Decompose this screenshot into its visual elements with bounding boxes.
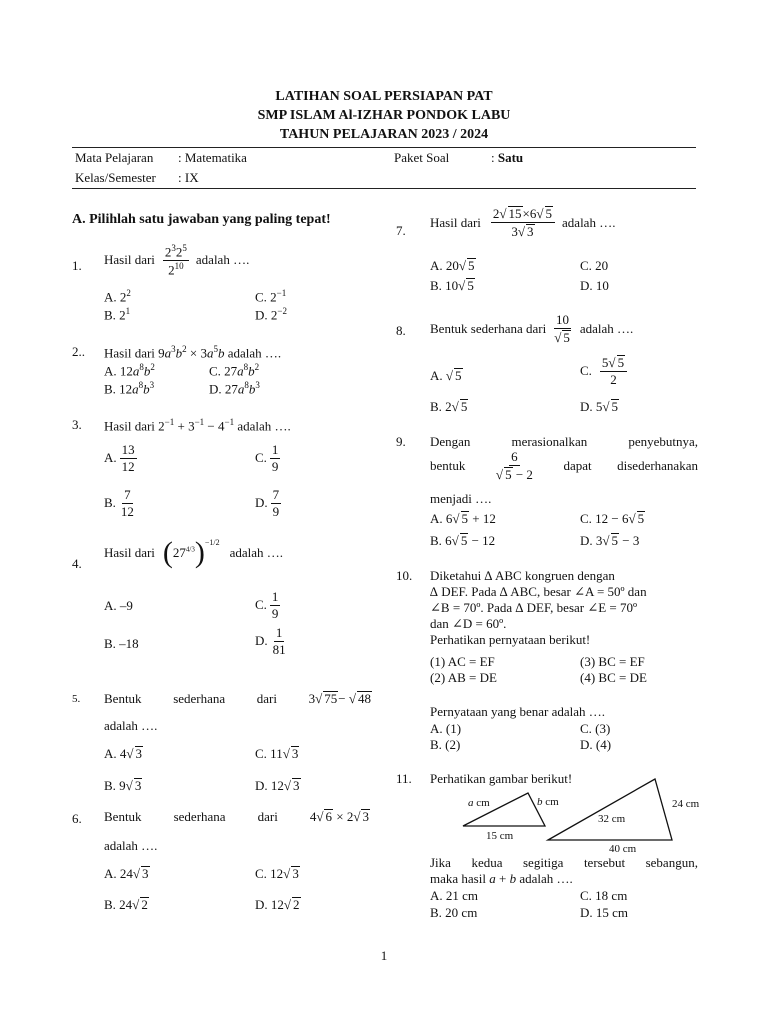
q10-option-d: D. (4) [580, 737, 612, 752]
q6-line-2: adalah …. [104, 838, 158, 853]
q9-option-d: D. 3√ 5 − 3 [580, 533, 640, 548]
q7-option-d: D. 10 [580, 278, 609, 293]
large-triangle [548, 779, 672, 840]
question-7: Hasil dari $\frac{2√ 15\times 6√ 5}{3√ 3}$ adalah …. [430, 206, 616, 240]
q3-option-d: D. $\frac{7}{9}$ [255, 487, 280, 519]
q1-option-b: B. $2^1$ [104, 306, 131, 323]
q9-option-b: B. 6√ 5 − 12 [430, 533, 496, 548]
q10-statement-2: (2) AB = DE [430, 670, 497, 685]
q7-option-c: C. 20 [580, 258, 609, 273]
q11-option-a: A. 21 cm [430, 888, 479, 903]
q1-option-d: D. $2^{-2}$ [255, 306, 287, 323]
question-number: 6. [72, 811, 82, 826]
q11-option-c: C. 18 cm [580, 888, 628, 903]
question-number: 4. [72, 556, 82, 571]
q8-option-a: A. √ 5 [430, 368, 462, 383]
question-8: Bentuk sederhana dari $\frac{10}{√ 5}$ adalah …. [430, 312, 634, 345]
question-number: 2.. [72, 344, 85, 359]
q9-option-a: A. 6√ 5 + 12 [430, 511, 496, 526]
question-9-line-1: Dengan merasionalkan penyebutnya, [430, 434, 698, 449]
question-9-line-2: bentuk $\frac{6}{√ 5 - 2}$ dapat disederhanakan [430, 449, 698, 482]
question-number: 3. [72, 417, 82, 432]
packet-value: : Satu [491, 150, 524, 165]
q10-statement-1: (1) AC = EF [430, 654, 495, 669]
q8-option-c: C. $\frac{5√ 5}{2}$ [580, 355, 630, 387]
question-number: 7. [396, 223, 406, 238]
question-9-line-3: menjadi …. [430, 491, 492, 506]
q11-line-3: maka hasil a + b adalah …. [430, 871, 573, 886]
similar-triangles-figure [440, 776, 720, 856]
q4-option-d: D. $\frac{1}{81}$ [255, 625, 286, 657]
q11-option-b: B. 20 cm [430, 905, 478, 920]
label-32-cm: 32 cm [598, 813, 626, 825]
question-5: Bentuk sederhana dari 3√ 75− √ 48 [104, 691, 371, 706]
question-2: Hasil dari $9a^3b^2 \times 3a^5b$ adalah …. [104, 344, 282, 361]
q2-option-d: D. $27a^8b^3$ [209, 380, 260, 397]
question-6: Bentuk sederhana dari 4√ 6 × 2√ 3 [104, 809, 369, 824]
class-value: : IX [178, 170, 199, 185]
q3-option-a: A. $\frac{13}{12}$ [104, 442, 135, 474]
question-number: 1. [72, 258, 82, 273]
q6-option-c: C. 12√ 3 [255, 866, 299, 881]
q2-option-b: B. $12a^8b^3$ [104, 380, 155, 397]
q10-question: Pernyataan yang benar adalah …. [430, 704, 606, 719]
q10-option-a: A. (1) [430, 721, 462, 736]
subject-label: Mata Pelajaran [75, 150, 154, 165]
q3-option-c: C. $\frac{1}{9}$ [255, 442, 279, 474]
q8-option-d: D. 5√ 5 [580, 399, 619, 414]
question-number: 8. [396, 323, 406, 338]
question-number: 9. [396, 434, 406, 449]
q10-option-b: B. (2) [430, 737, 461, 752]
q6-option-a: A. 24√ 3 [104, 866, 149, 881]
subject-value: : Matematika [178, 150, 247, 165]
header-rule-bottom [72, 188, 696, 189]
q11-line-2: Jika kedua segitiga tersebut sebangun, [430, 855, 698, 870]
page-number: 1 [380, 948, 388, 963]
q11-option-d: D. 15 cm [580, 905, 629, 920]
question-4: Hasil dari ( $27^{4/3}$ ) $^{-1/2}$ adalah …. [104, 536, 284, 569]
question-number: 11. [396, 771, 412, 786]
q7-option-b: B. 10√ 5 [430, 278, 474, 293]
q3-option-b: B. $\frac{7}{12}$ [104, 487, 134, 519]
q10-statement-4: (4) BC = DE [580, 670, 647, 685]
class-label: Kelas/Semester [75, 170, 156, 185]
question-number: 10. [396, 568, 413, 583]
q2-option-c: C. $27a^8b^2$ [209, 362, 260, 379]
q5-option-c: C. 11√ 3 [255, 746, 299, 761]
label-a-cm: a cm [468, 797, 490, 809]
q10-option-c: C. (3) [580, 721, 611, 736]
q9-option-c: C. 12 − 6√ 5 [580, 511, 645, 526]
label-40-cm: 40 cm [609, 843, 637, 855]
q5-option-d: D. 12√ 3 [255, 778, 300, 793]
label-b-cm: b cm [537, 796, 559, 808]
question-1: Hasil dari $\frac{2^32^5}{2^{10}}$ adalah …. [104, 243, 250, 278]
question-number: 5. [72, 693, 81, 705]
q6-option-b: B. 24√ 2 [104, 897, 148, 912]
q1-option-a: A. $2^2$ [104, 288, 131, 305]
header-rule-top [72, 147, 696, 148]
title-line-3: TAHUN PELAJARAN 2023 / 2024 [279, 127, 489, 142]
q10-statement-3: (3) BC = EF [580, 654, 645, 669]
q4-option-c: C. $\frac{1}{9}$ [255, 589, 279, 621]
q2-option-a: A. $12a^8b^2$ [104, 362, 155, 379]
q11-intro: Perhatikan gambar berikut! [430, 771, 573, 786]
q1-option-c: C. $2^{-1}$ [255, 288, 287, 305]
question-10: Diketahui ∆ ABC kongruen dengan ∆ DEF. Pada ∆ ABC, besar ∠A = 50º dan ∠B = 70º. Pada ∆ DEF, besar ∠E = 70º dan ∠D = 60º. Perhatikan pernyataan berikut! [430, 568, 647, 647]
q8-option-b: B. 2√ 5 [430, 399, 468, 414]
q4-option-b: B. –18 [104, 636, 139, 651]
section-heading: A. Pilihlah satu jawaban yang paling tepat! [72, 212, 331, 227]
q7-option-a: A. 20√ 5 [430, 258, 475, 273]
title-line-1: LATIHAN SOAL PERSIAPAN PAT [275, 89, 493, 104]
q5-option-a: A. 4√ 3 [104, 746, 143, 761]
label-24-cm: 24 cm [672, 798, 700, 810]
q6-option-d: D. 12√ 2 [255, 897, 300, 912]
title-line-2: SMP ISLAM Al-IZHAR PONDOK LABU [257, 108, 511, 123]
q4-option-a: A. –9 [104, 598, 133, 613]
question-3: Hasil dari $2^{-1} + 3^{-1} - 4^{-1}$ adalah …. [104, 417, 291, 434]
q5-option-b: B. 9√ 3 [104, 778, 142, 793]
label-15-cm: 15 cm [486, 830, 514, 842]
packet-label: Paket Soal [394, 150, 450, 165]
q5-line-2: adalah …. [104, 718, 158, 733]
